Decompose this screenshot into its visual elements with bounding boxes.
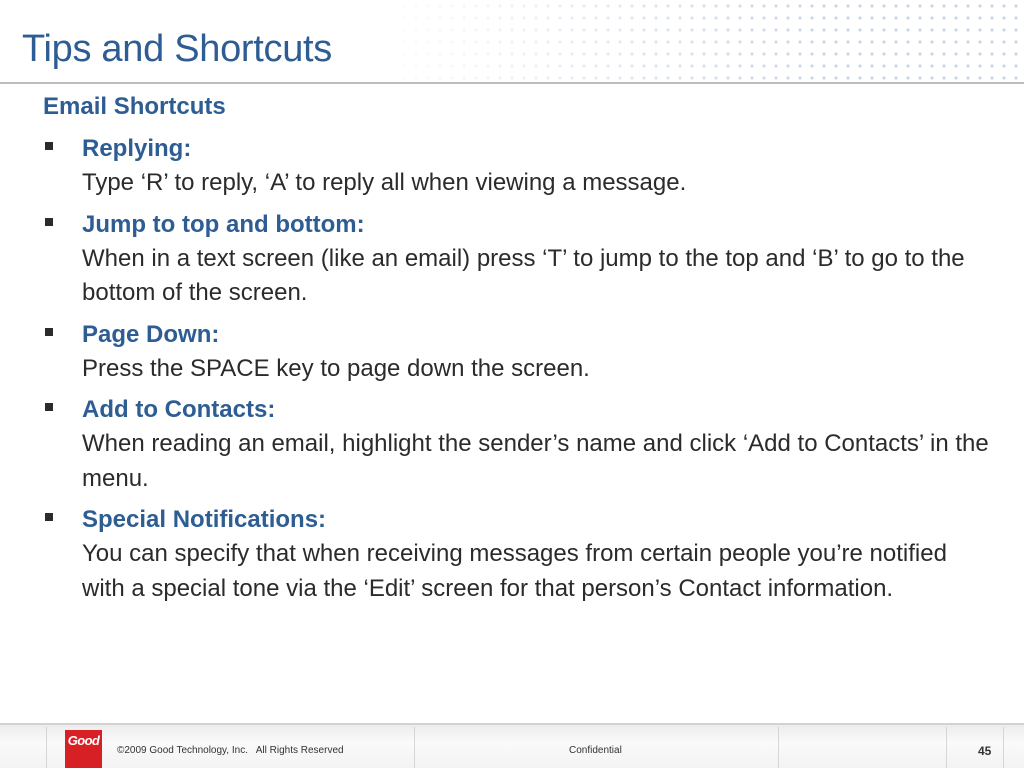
good-logo — [65, 730, 102, 768]
copyright-text: ©2009 Good Technology, Inc. All Rights Reserved — [117, 745, 344, 756]
shortcut-description: When reading an email, highlight the sender’s name and click ‘Add to Contacts’ in the menu. — [82, 430, 989, 492]
square-bullet-icon — [45, 142, 53, 150]
shortcut-heading: Page Down: — [82, 320, 220, 348]
shortcut-heading: Add to Contacts: — [82, 396, 276, 423]
footer-divider — [1003, 727, 1004, 768]
slide-title: Tips and Shortcuts — [22, 28, 333, 70]
slide-footer — [0, 723, 1024, 768]
square-bullet-icon — [45, 328, 53, 336]
shortcut-heading: Special Notifications: — [82, 506, 327, 533]
shortcut-description: You can specify that when receiving messages from certain people you’re notified with a special tone via the ‘Edit’ screen for that person’s Contact information. — [82, 540, 947, 602]
page-number: 45 — [978, 744, 992, 758]
shortcut-description: Type ‘R’ to reply, ‘A’ to reply all when viewing a message. — [82, 169, 687, 196]
square-bullet-icon — [45, 218, 53, 226]
logo-text: Good — [67, 733, 100, 748]
shortcut-item-notifications — [43, 503, 993, 606]
footer-divider — [414, 727, 415, 768]
shortcut-item-replying — [43, 132, 993, 201]
footer-divider — [46, 727, 47, 768]
section-heading: Email Shortcuts — [43, 93, 226, 120]
square-bullet-icon — [45, 403, 53, 411]
square-bullet-icon — [45, 513, 53, 521]
footer-divider — [946, 727, 947, 768]
confidential-label: Confidential — [569, 745, 622, 756]
shortcut-item-page-down — [43, 318, 993, 387]
slide-content — [43, 92, 993, 613]
shortcut-description: Press the SPACE key to page down the screen. — [82, 354, 590, 382]
title-divider — [0, 82, 1024, 84]
shortcut-heading: Jump to top and bottom: — [82, 210, 365, 238]
shortcut-list — [43, 132, 993, 606]
shortcut-item-add-contacts — [43, 393, 993, 496]
shortcut-heading: Replying: — [82, 135, 192, 162]
shortcut-item-jump — [43, 208, 993, 311]
header-dot-pattern — [350, 0, 1024, 82]
shortcut-description: When in a text screen (like an email) press ‘T’ to jump to the top and ‘B’ to go to the bottom of the screen. — [82, 244, 965, 306]
footer-divider — [778, 727, 779, 768]
